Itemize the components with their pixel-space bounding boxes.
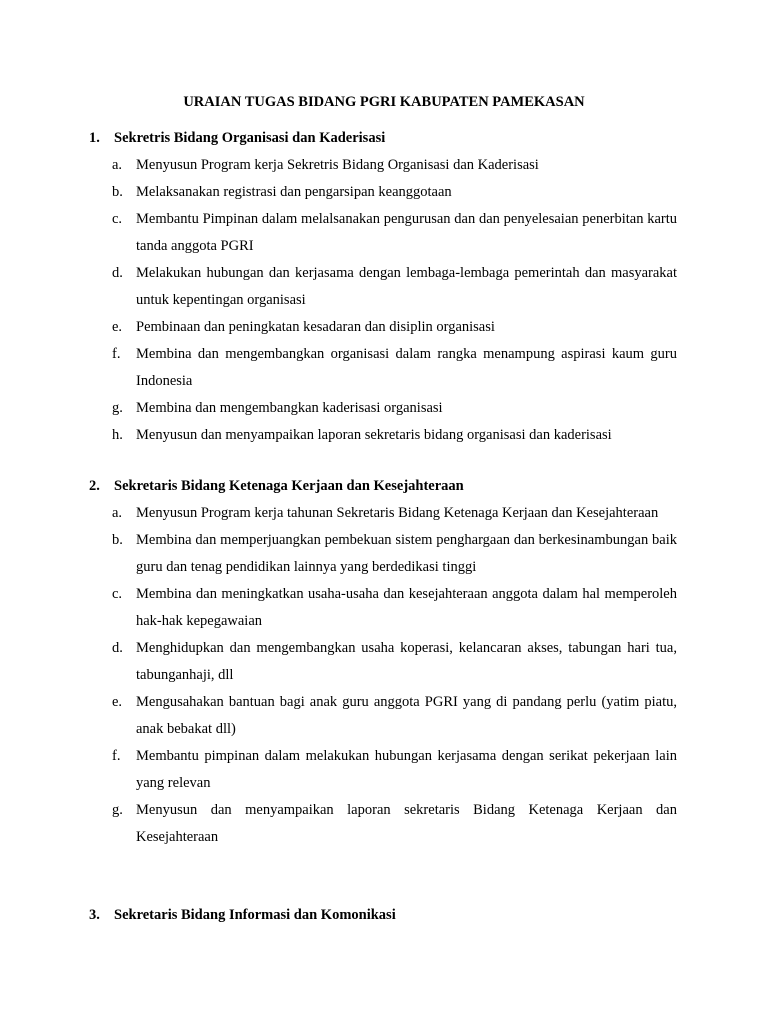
list-item: [89, 314, 677, 341]
section-number: 3.: [89, 907, 100, 923]
list-marker: a.: [112, 505, 123, 521]
list-marker: e.: [112, 694, 123, 710]
list-item-text: Menyusun dan menyampaikan laporan sekretaris bidang organisasi dan kaderisasi: [136, 427, 612, 443]
list-item-text: Menghidupkan dan mengembangkan usaha koperasi, kelancaran akses, tabungan hari tua, tabunganhaji, dll: [136, 640, 677, 683]
list-marker: h.: [112, 427, 123, 443]
section-heading: [89, 129, 677, 147]
list-marker: d.: [112, 640, 123, 656]
list-marker: g.: [112, 400, 123, 416]
list-item: [89, 206, 677, 260]
list-item: [89, 179, 677, 206]
list-item-text: Menyusun dan menyampaikan laporan sekretaris Bidang Ketenaga Kerjaan dan Kesejahteraan: [136, 802, 677, 845]
section-title: Sekretris Bidang Organisasi dan Kaderisasi: [114, 130, 386, 146]
list-item-text: Mengusahakan bantuan bagi anak guru anggota PGRI yang di pandang perlu (yatim piatu, anak bebakat dll): [136, 694, 677, 737]
section-informasi: [89, 906, 677, 924]
list-item: [89, 581, 677, 635]
list-item: [89, 797, 677, 851]
list-item: [89, 395, 677, 422]
list-item-text: Melakukan hubungan dan kerjasama dengan lembaga-lembaga pemerintah dan masyarakat untuk kepentingan organisasi: [136, 265, 677, 308]
task-list: [89, 500, 677, 851]
section-number: 1.: [89, 130, 100, 146]
list-marker: b.: [112, 184, 123, 200]
list-item: [89, 152, 677, 179]
list-item-text: Membina dan mengembangkan kaderisasi organisasi: [136, 400, 443, 416]
list-item: [89, 635, 677, 689]
list-item: [89, 689, 677, 743]
list-item-text: Pembinaan dan peningkatan kesadaran dan disiplin organisasi: [136, 319, 495, 335]
list-marker: d.: [112, 265, 123, 281]
list-item: [89, 260, 677, 314]
list-item-text: Menyusun Program kerja tahunan Sekretaris Bidang Ketenaga Kerjaan dan Kesejahteraan: [136, 505, 659, 521]
section-heading: [89, 906, 677, 924]
list-marker: c.: [112, 586, 123, 602]
list-item: [89, 527, 677, 581]
list-item-text: Membantu pimpinan dalam melakukan hubungan kerjasama dengan serikat pekerjaan lain yang relevan: [136, 748, 677, 791]
list-marker: f.: [112, 748, 121, 764]
section-heading: [89, 477, 677, 495]
list-marker: g.: [112, 802, 123, 818]
list-item: [89, 341, 677, 395]
list-marker: a.: [112, 157, 123, 173]
list-item: [89, 743, 677, 797]
list-item: [89, 422, 677, 449]
list-item-text: Melaksanakan registrasi dan pengarsipan keanggotaan: [136, 184, 452, 200]
list-item: [89, 500, 677, 527]
section-number: 2.: [89, 478, 100, 494]
task-list: [89, 152, 677, 449]
list-marker: e.: [112, 319, 123, 335]
list-item-text: Membina dan mengembangkan organisasi dalam rangka menampung aspirasi kaum guru Indonesia: [136, 346, 677, 389]
list-marker: f.: [112, 346, 121, 362]
list-marker: c.: [112, 211, 123, 227]
section-title: Sekretaris Bidang Ketenaga Kerjaan dan Kesejahteraan: [114, 478, 464, 494]
section-title: Sekretaris Bidang Informasi dan Komonikasi: [114, 907, 396, 923]
list-item-text: Membantu Pimpinan dalam melalsanakan pengurusan dan dan penyelesaian penerbitan kartu tanda anggota PGRI: [136, 211, 677, 254]
list-item-text: Membina dan memperjuangkan pembekuan sistem penghargaan dan berkesinambungan baik guru dan tenag pendidikan lainnya yang berdedikasi tinggi: [136, 532, 677, 575]
list-item-text: Menyusun Program kerja Sekretris Bidang Organisasi dan Kaderisasi: [136, 157, 539, 173]
list-item-text: Membina dan meningkatkan usaha-usaha dan kesejahteraan anggota dalam hal memperoleh hak-hak kepegawaian: [136, 586, 677, 629]
section-organisasi: [89, 129, 677, 449]
list-marker: b.: [112, 532, 123, 548]
section-ketenagakerjaan: [89, 477, 677, 851]
document-title: URAIAN TUGAS BIDANG PGRI KABUPATEN PAMEKASAN: [183, 94, 585, 110]
